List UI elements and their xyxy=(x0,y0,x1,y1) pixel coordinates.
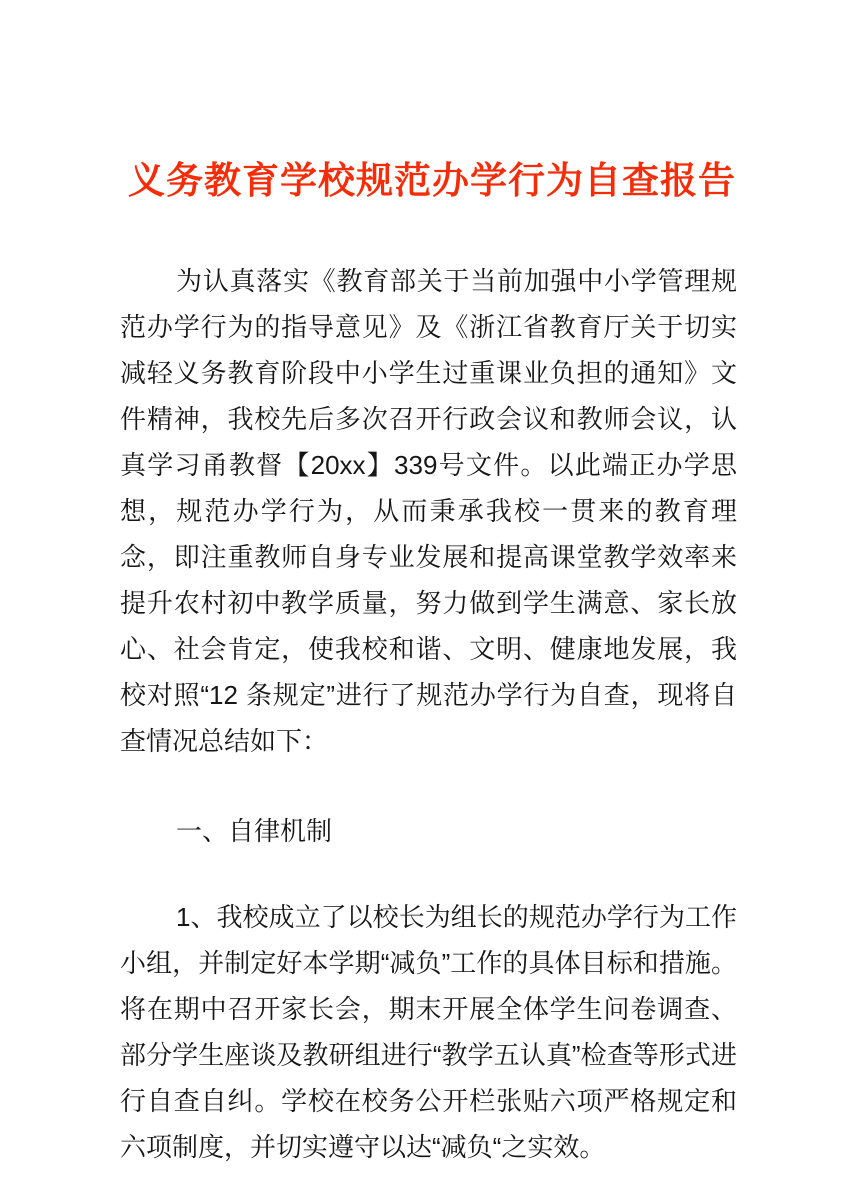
document-title: 义务教育学校规范办学行为自查报告 xyxy=(128,160,736,202)
paragraph-spacer xyxy=(120,764,737,808)
section-heading-self-discipline: 一、自律机制 xyxy=(176,816,333,846)
heading-spacer xyxy=(120,854,737,894)
list-item-1: 1、我校成立了以校长为组长的规范办学行为工作小组，并制定好本学期“减负”工作的具体目标和措施。将在期中召开家长会，期末开展全体学生问卷调查、部分学生座谈及教研组进行“教学五认真”检查等形式进行自查自纠。学校在校务公开栏张贴六项严格规定和六项制度，并切实遵守以达“减负“之实效。 xyxy=(120,902,737,1162)
intro-paragraph: 为认真落实《教育部关于当前加强中小学管理规范办学行为的指导意见》及《浙江省教育厅关于切实减轻义务教育阶段中小学生过重课业负担的通知》文件精神，我校先后多次召开行政会议和教师会议，认真学习甬教督【20xx】339号文件。以此端正办学思想，规范办学行为，从而秉承我校一贯来的教育理念，即注重教师自身专业发展和提高课堂教学效率来提升农村初中教学质量，努力做到学生满意、家长放心、社会肯定，使我校和谐、文明、健康地发展，我校对照“12 条规定”进行了规范办学行为自查，现将自查情况总结如下： xyxy=(120,266,737,756)
document-body xyxy=(120,258,737,1170)
